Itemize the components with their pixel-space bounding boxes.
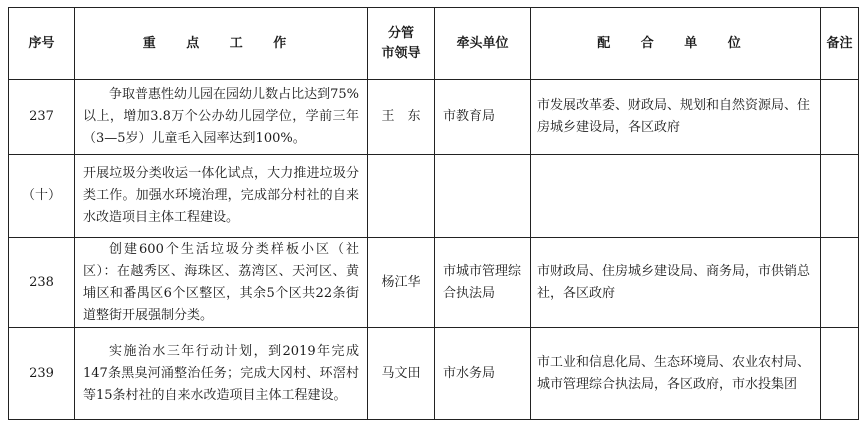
row-seq: 237: [9, 80, 75, 155]
table-row: [9, 328, 859, 420]
row-work-text: 创建600个生活垃圾分类样板小区（社区）：在越秀区、海珠区、荔湾区、天河区、黄埔区和番禺区6个区整区，其余5个区共22条街道整街开展强制分类。: [83, 241, 359, 323]
row-lead-unit: 市城市管理综合执法局: [435, 238, 531, 328]
row-coop-units: 市发展改革委、财政局、规划和自然资源局、住房城乡建设局，各区政府: [531, 80, 821, 155]
row-work: [75, 238, 368, 328]
row-remarks: [821, 155, 859, 238]
row-coop-units: 市财政局、住房城乡建设局、商务局，市供销总社，各区政府: [531, 238, 821, 328]
row-coop-units: [531, 155, 821, 238]
row-remarks: [821, 238, 859, 328]
header-leader: [368, 8, 435, 80]
row-remarks: [821, 328, 859, 420]
header-leader-line1: 分管: [387, 25, 414, 41]
row-lead-unit: 市水务局: [435, 328, 531, 420]
row-work-text: 实施治水三年行动计划，到2019年完成147条黑臭河涌整治任务；完成大冈村、环滘村等15条村社的自来水改造项目主体工程建设。: [83, 343, 359, 403]
header-remarks: 备注: [821, 8, 859, 80]
row-leader: 杨江华: [368, 238, 435, 328]
row-work: [75, 328, 368, 420]
row-seq: 239: [9, 328, 75, 420]
row-lead-unit: [435, 155, 531, 238]
work-table: [8, 7, 859, 420]
table-row: [9, 80, 859, 155]
row-coop-units: 市工业和信息化局、生态环境局、农业农村局、城市管理综合执法局，各区政府，市水投集团: [531, 328, 821, 420]
row-work: [75, 80, 368, 155]
header-leader-line2: 市领导: [381, 45, 421, 61]
row-seq: （十）: [9, 155, 75, 238]
row-remarks: [821, 80, 859, 155]
header-row: [9, 8, 859, 80]
row-leader: [368, 155, 435, 238]
header-lead-unit: 牵头单位: [435, 8, 531, 80]
row-work: [75, 155, 368, 238]
row-leader: 王 东: [368, 80, 435, 155]
table-row-section: [9, 155, 859, 238]
row-work-text: 开展垃圾分类收运一体化试点，大力推进垃圾分类工作。加强水环境治理，完成部分村社的自来水改造项目主体工程建设。: [83, 166, 359, 225]
header-coop-units: 配 合 单 位: [531, 8, 821, 80]
row-work-text: 争取普惠性幼儿园在园幼儿数占比达到75%以上，增加3.8万个公办幼儿园学位，学前三年（3—5岁）儿童毛入园率达到100%。: [83, 87, 359, 146]
table-row: [9, 238, 859, 328]
header-work: 重 点 工 作: [75, 8, 368, 80]
header-seq: 序号: [9, 8, 75, 80]
row-seq: 238: [9, 238, 75, 328]
row-leader: 马文田: [368, 328, 435, 420]
row-lead-unit: 市教育局: [435, 80, 531, 155]
